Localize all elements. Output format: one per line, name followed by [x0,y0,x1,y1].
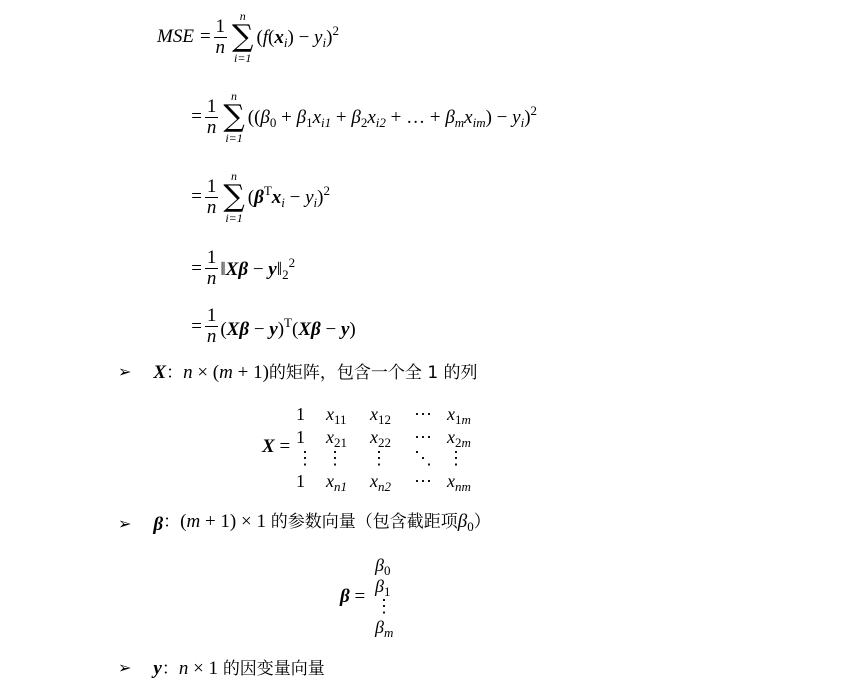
fraction-denominator: n [206,268,217,289]
math-token: (( [247,107,261,128]
fraction-numerator: 1 [206,247,217,268]
math-token: x [447,404,455,424]
math-token: x [464,107,473,128]
math-token: x [367,107,376,128]
bullet-text [163,511,491,538]
math-token: × 1 [188,658,223,679]
math-token: ⋮ [296,448,314,468]
math-token: y [268,258,277,280]
matrix-cell [414,427,432,448]
math-token: x [312,107,321,128]
math-token: − [320,319,341,340]
vector-cell [375,617,393,641]
math-token: x [447,427,455,447]
math-token: ⋮ [326,448,344,468]
fraction-numerator: 1 [206,305,217,326]
math-token: ) [326,27,333,48]
bullet-item [118,511,491,538]
math-token: x [274,27,284,48]
math-token: 的因变量向量 [222,659,325,679]
sum-lower-limit: i=1 [234,51,252,65]
math-token: ： [166,363,184,383]
math-token: 2 [530,103,538,118]
matrix-cell [370,404,391,428]
math-token: i [281,195,285,210]
bullet-item [118,658,325,680]
math-token: β [254,187,264,208]
math-token: m [461,412,471,427]
math-token: ) [349,319,356,340]
math-token: + [276,107,297,128]
math-token: ⋯ [414,471,432,491]
math-token: ) [317,187,324,208]
vector-symbol: β [340,586,350,607]
math-token: n [178,658,189,679]
matrix-cell [447,404,471,428]
math-token: 12 [378,412,391,427]
math-token: ： [161,659,179,679]
math-token: 2 [282,266,289,282]
math-token: m [219,362,233,383]
math-token: ( [220,319,227,340]
math-token: i [322,35,327,50]
math-token: T [284,315,292,330]
math-token: y [340,319,350,340]
matrix-cell [414,471,432,492]
math-token: ( [180,511,187,532]
matrix-cell [447,448,465,469]
matrix-cell [370,471,391,495]
math-token: ) [524,107,531,128]
math-token: x [447,471,455,491]
bullet-arrow-icon: ➢ [118,515,132,533]
equation-body [248,180,330,214]
math-token: 2 [288,254,296,270]
sum-lower-limit: i=1 [225,131,243,145]
math-token: β [351,107,361,128]
matrix-cell [296,448,314,469]
math-token: − [249,319,270,340]
math-token: y [314,27,323,48]
math-token: i2 [375,115,386,130]
math-token: β [296,107,307,128]
math-token: x [326,404,334,424]
fraction-numerator: 1 [206,175,217,197]
math-token: − [248,258,269,280]
math-token: n1 [334,479,347,494]
math-token: m [383,625,394,640]
equation-lhs [157,26,212,48]
matrix-cell [326,471,347,495]
matrix-cell [296,471,305,492]
bullet-text [166,362,477,384]
fraction [205,248,219,289]
math-token: ⋮ [370,448,388,468]
math-token: x [370,427,378,447]
matrix-symbol: X [262,436,275,457]
matrix-cell [296,427,305,448]
math-token: = [193,26,212,47]
math-token: 2 [332,23,339,38]
equation-line [190,306,356,347]
sum-sign: ∑ [223,99,245,134]
math-token: ‖ [220,258,226,280]
math-token: β [375,555,384,575]
matrix-label [262,436,290,458]
equation-line [190,248,295,289]
math-token: ) [287,27,294,48]
math-token: n2 [378,479,391,494]
math-token: x [370,471,378,491]
fraction [205,306,219,347]
matrix-cell [296,404,305,425]
math-token: m [461,435,471,450]
math-token: 的参数向量（包含截距项 [270,512,458,532]
equals-sign: = [349,586,366,607]
math-token: 0 [383,563,391,578]
math-token: Xβ [298,319,321,340]
equation-line [157,10,339,64]
math-token: × ( [192,362,220,383]
math-token: ( [292,319,299,340]
bullet-arrow-icon: ➢ [118,364,132,381]
sum-upper-limit: n [231,89,238,103]
bullet-text [162,658,325,680]
equation-lhs [190,316,203,338]
math-token: y [269,319,278,340]
matrix-cell [326,448,344,469]
sum-sign: ∑ [223,179,245,214]
math-token: x [326,471,334,491]
math-token: = [190,315,203,337]
summation [223,170,244,224]
math-token: x [370,404,378,424]
equation-lhs [190,106,203,128]
fraction-denominator: n [215,36,226,58]
math-token: i1 [321,115,332,130]
math-token: y [512,107,521,128]
math-token: 2 [455,435,462,450]
math-token: + 1) × 1 [200,511,271,532]
bullet-item [118,362,478,384]
math-token: ( [247,187,255,208]
math-token: 21 [334,435,347,450]
math-token: 1 [296,471,305,491]
math-token: n [183,362,193,383]
math-token: = [190,257,203,279]
equation-body [220,252,295,286]
math-token: − [284,187,306,208]
vector-label [340,586,365,608]
math-token: 1 [306,115,313,130]
math-token: ） [473,512,491,532]
sum-sign: ∑ [232,19,254,54]
math-token: 的矩阵，包含一个全 1 的列 [268,363,478,383]
math-token: m [186,511,201,532]
math-token: β [445,107,455,128]
math-token: β [260,107,270,128]
math-token: ⋮ [375,596,393,616]
math-token: ) − [485,107,513,128]
fraction [214,17,228,58]
math-token: β [375,576,384,596]
math-token: 2 [323,183,330,198]
math-token: 1 [383,584,391,599]
math-token: T [263,183,272,198]
vector-cell [375,596,393,617]
math-token: ： [163,512,181,532]
equation-line [190,90,537,144]
bullet-symbol: y [153,658,162,679]
math-token: = [190,106,203,127]
math-token: Xβ [225,258,249,280]
math-token: ⋯ [414,404,432,424]
summation [232,10,253,64]
bullet-symbol: β [153,513,164,535]
equation-lhs [190,258,203,280]
math-token: ( [256,27,263,48]
equation-line [190,170,330,224]
math-token: 1 [296,427,305,447]
matrix-cell [326,404,347,428]
fraction [205,97,219,138]
matrix-cell [370,448,388,469]
fraction-numerator: 1 [215,15,226,37]
math-token: ⋯ [414,427,432,447]
equation-body [248,100,537,134]
math-token: y [305,187,314,208]
math-token: ⋮ [447,448,465,468]
math-token: 1 [455,412,462,427]
equals-sign: = [274,436,291,457]
math-token: 1 [296,404,305,424]
math-token: ) [277,319,285,340]
bullet-arrow-icon: ➢ [118,660,132,677]
matrix-cell [414,404,432,425]
math-token: β [375,617,384,637]
equation-body [220,312,355,341]
fraction-denominator: n [206,116,217,138]
fraction-denominator: n [206,326,217,347]
matrix-cell [447,471,471,495]
sum-lower-limit: i=1 [225,211,243,225]
math-token: nm [455,479,471,494]
math-token: Xβ [226,319,250,340]
math-token: + … + [385,107,446,128]
math-token: ‖ [276,258,283,280]
math-token: im [472,115,486,130]
math-token: 0 [269,115,277,130]
math-token: ⋱ [414,448,432,468]
math-token: x [326,427,334,447]
math-token: MSE [157,26,194,47]
equation-lhs [190,186,203,208]
math-token: + 1) [232,362,269,383]
sum-upper-limit: n [231,169,238,183]
math-token: = [190,186,203,207]
math-token: + [331,107,352,128]
math-token: f [262,27,269,48]
fraction-denominator: n [206,196,217,218]
summation [223,90,244,144]
matrix-cell [414,448,432,469]
math-token: β [457,511,468,532]
math-token: − [293,27,315,48]
math-token: ( [268,27,275,48]
math-token: i [283,35,288,50]
fraction-numerator: 1 [206,95,217,117]
math-token: 11 [334,412,347,427]
math-token: m [454,115,465,130]
bullet-symbol: X [153,362,167,383]
fraction [205,177,219,218]
math-token: 0 [467,519,474,534]
math-token: x [271,187,282,208]
math-token: i [520,115,525,130]
math-token: 22 [378,435,391,450]
equation-body [256,20,339,54]
math-token: 2 [360,115,368,130]
math-token: i [313,195,318,210]
sum-upper-limit: n [239,9,246,23]
